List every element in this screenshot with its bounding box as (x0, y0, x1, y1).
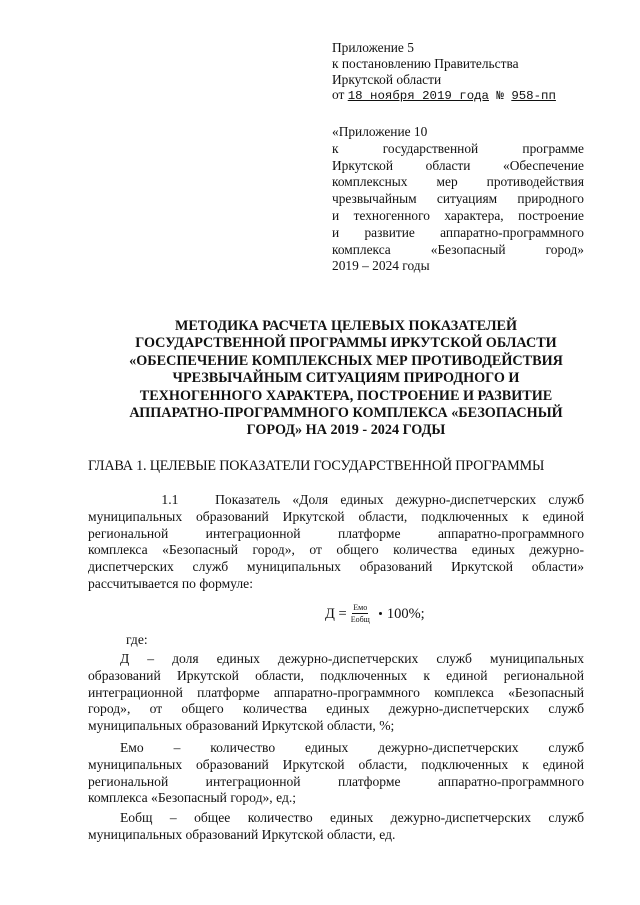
resolution-date-stamp (348, 89, 556, 103)
definition-line: муниципальных образований Иркутской области, подключенных к единой (88, 756, 584, 772)
definition-line: город», от общего количества единых дежурно-диспетчерских служб (88, 701, 584, 717)
formula-rhs: 100%; (386, 605, 425, 622)
formula-denominator: Еобщ (350, 615, 370, 624)
definition-line: Еобщ – общее количество единых дежурно-диспетчерских служб (120, 810, 584, 825)
definition-d (88, 651, 584, 735)
appendix-ref-line: чрезвычайным ситуациям природного (332, 191, 584, 207)
definition-line: муниципальных образований Иркутской области, ед. (88, 826, 396, 842)
date-prefix: от (332, 87, 348, 103)
title-line: ГОСУДАРСТВЕННОЙ ПРОГРАММЫ ИРКУТСКОЙ ОБЛАСТИ (135, 335, 557, 352)
definition-eobsch (88, 810, 584, 844)
paragraph-line: рассчитывается по формуле: (88, 575, 253, 591)
where-label: где: (126, 632, 148, 647)
appendix-ref-line: и развитие аппаратно-программного (332, 224, 584, 240)
multiply-dot-icon (379, 612, 382, 615)
title-line: ГОРОД» НА 2019 - 2024 ГОДЫ (246, 422, 446, 439)
title-line: МЕТОДИКА РАСЧЕТА ЦЕЛЕВЫХ ПОКАЗАТЕЛЕЙ (174, 318, 518, 334)
document-title (112, 318, 580, 440)
formula (325, 603, 425, 624)
definition-line: комплекса «Безопасный город», ед.; (88, 790, 297, 806)
chapter-heading: ГЛАВА 1. ЦЕЛЕВЫЕ ПОКАЗАТЕЛИ ГОСУДАРСТВЕННОЙ ПРОГРАММЫ (88, 458, 545, 474)
appendix-region: Иркутской области (332, 71, 442, 87)
resolution-number: 958-пп (511, 89, 556, 104)
paragraph-indicator (88, 492, 584, 593)
title-line: ТЕХНОГЕННОГО ХАРАКТЕРА, ПОСТРОЕНИЕ И РАЗВИТИЕ (139, 387, 553, 404)
appendix-ref-line: к государственной программе (332, 140, 584, 156)
formula-lhs: Д = (325, 605, 347, 622)
paragraph-line: региональной интеграционной платформе аппаратно-программного (88, 525, 584, 541)
formula-fraction (351, 603, 370, 624)
definition-line: Емо – количество единых дежурно-диспетчерских служб (120, 740, 584, 755)
title-line: АППАРАТНО-ПРОГРАММНОГО КОМПЛЕКСА «БЕЗОПАСНЫЙ (129, 405, 563, 422)
appendix-number: Приложение 5 (332, 40, 414, 55)
appendix-ref-line: комплексных мер противодействия (332, 174, 584, 190)
appendix-header (332, 40, 584, 105)
appendix-ref-line: комплекса «Безопасный город» (332, 241, 584, 257)
title-line: «ОБЕСПЕЧЕНИЕ КОМПЛЕКСНЫХ МЕР ПРОТИВОДЕЙСТВИЯ (129, 352, 563, 369)
title-line: ЧРЕЗВЫЧАЙНЫМ СИТУАЦИЯМ ПРИРОДНОГО И (172, 370, 520, 387)
appendix-ref-line: и техногенного характера, построение (332, 207, 584, 223)
resolution-date: 18 ноября 2019 года (347, 89, 489, 104)
paragraph-line: муниципальных образований Иркутской области, подключенных к единой (88, 508, 584, 524)
paragraph-line: комплекса «Безопасный город», от общего количества единых дежурно- (88, 542, 584, 558)
appendix-reference (332, 124, 584, 274)
paragraph-line: 1.1 Показатель «Доля единых дежурно-диспетчерских служб (88, 492, 584, 507)
definition-line: муниципальных образований Иркутской области, %; (88, 718, 395, 734)
definition-line: интеграционной платформе аппаратно-программного комплекса «Безопасный (88, 684, 584, 700)
appendix-ref-line: 2019 – 2024 годы (332, 258, 430, 274)
paragraph-line: диспетчерских служб муниципальных образований Иркутской области» (88, 559, 584, 575)
definition-line: Д – доля единых дежурно-диспетчерских служб муниципальных (120, 651, 584, 666)
appendix-ref-line: Иркутской области «Обеспечение (332, 157, 584, 173)
definition-line: образований Иркутской области, подключенных к единой региональной (88, 667, 584, 683)
definition-emo (88, 740, 584, 807)
appendix-ref-line: «Приложение 10 (332, 124, 428, 139)
definition-line: региональной интеграционной платформе аппаратно-программного (88, 773, 584, 789)
appendix-resolution: к постановлению Правительства (332, 55, 519, 71)
formula-numerator: Емо (353, 603, 368, 612)
appendix-date-line (332, 87, 584, 105)
number-sign: № (489, 89, 512, 104)
